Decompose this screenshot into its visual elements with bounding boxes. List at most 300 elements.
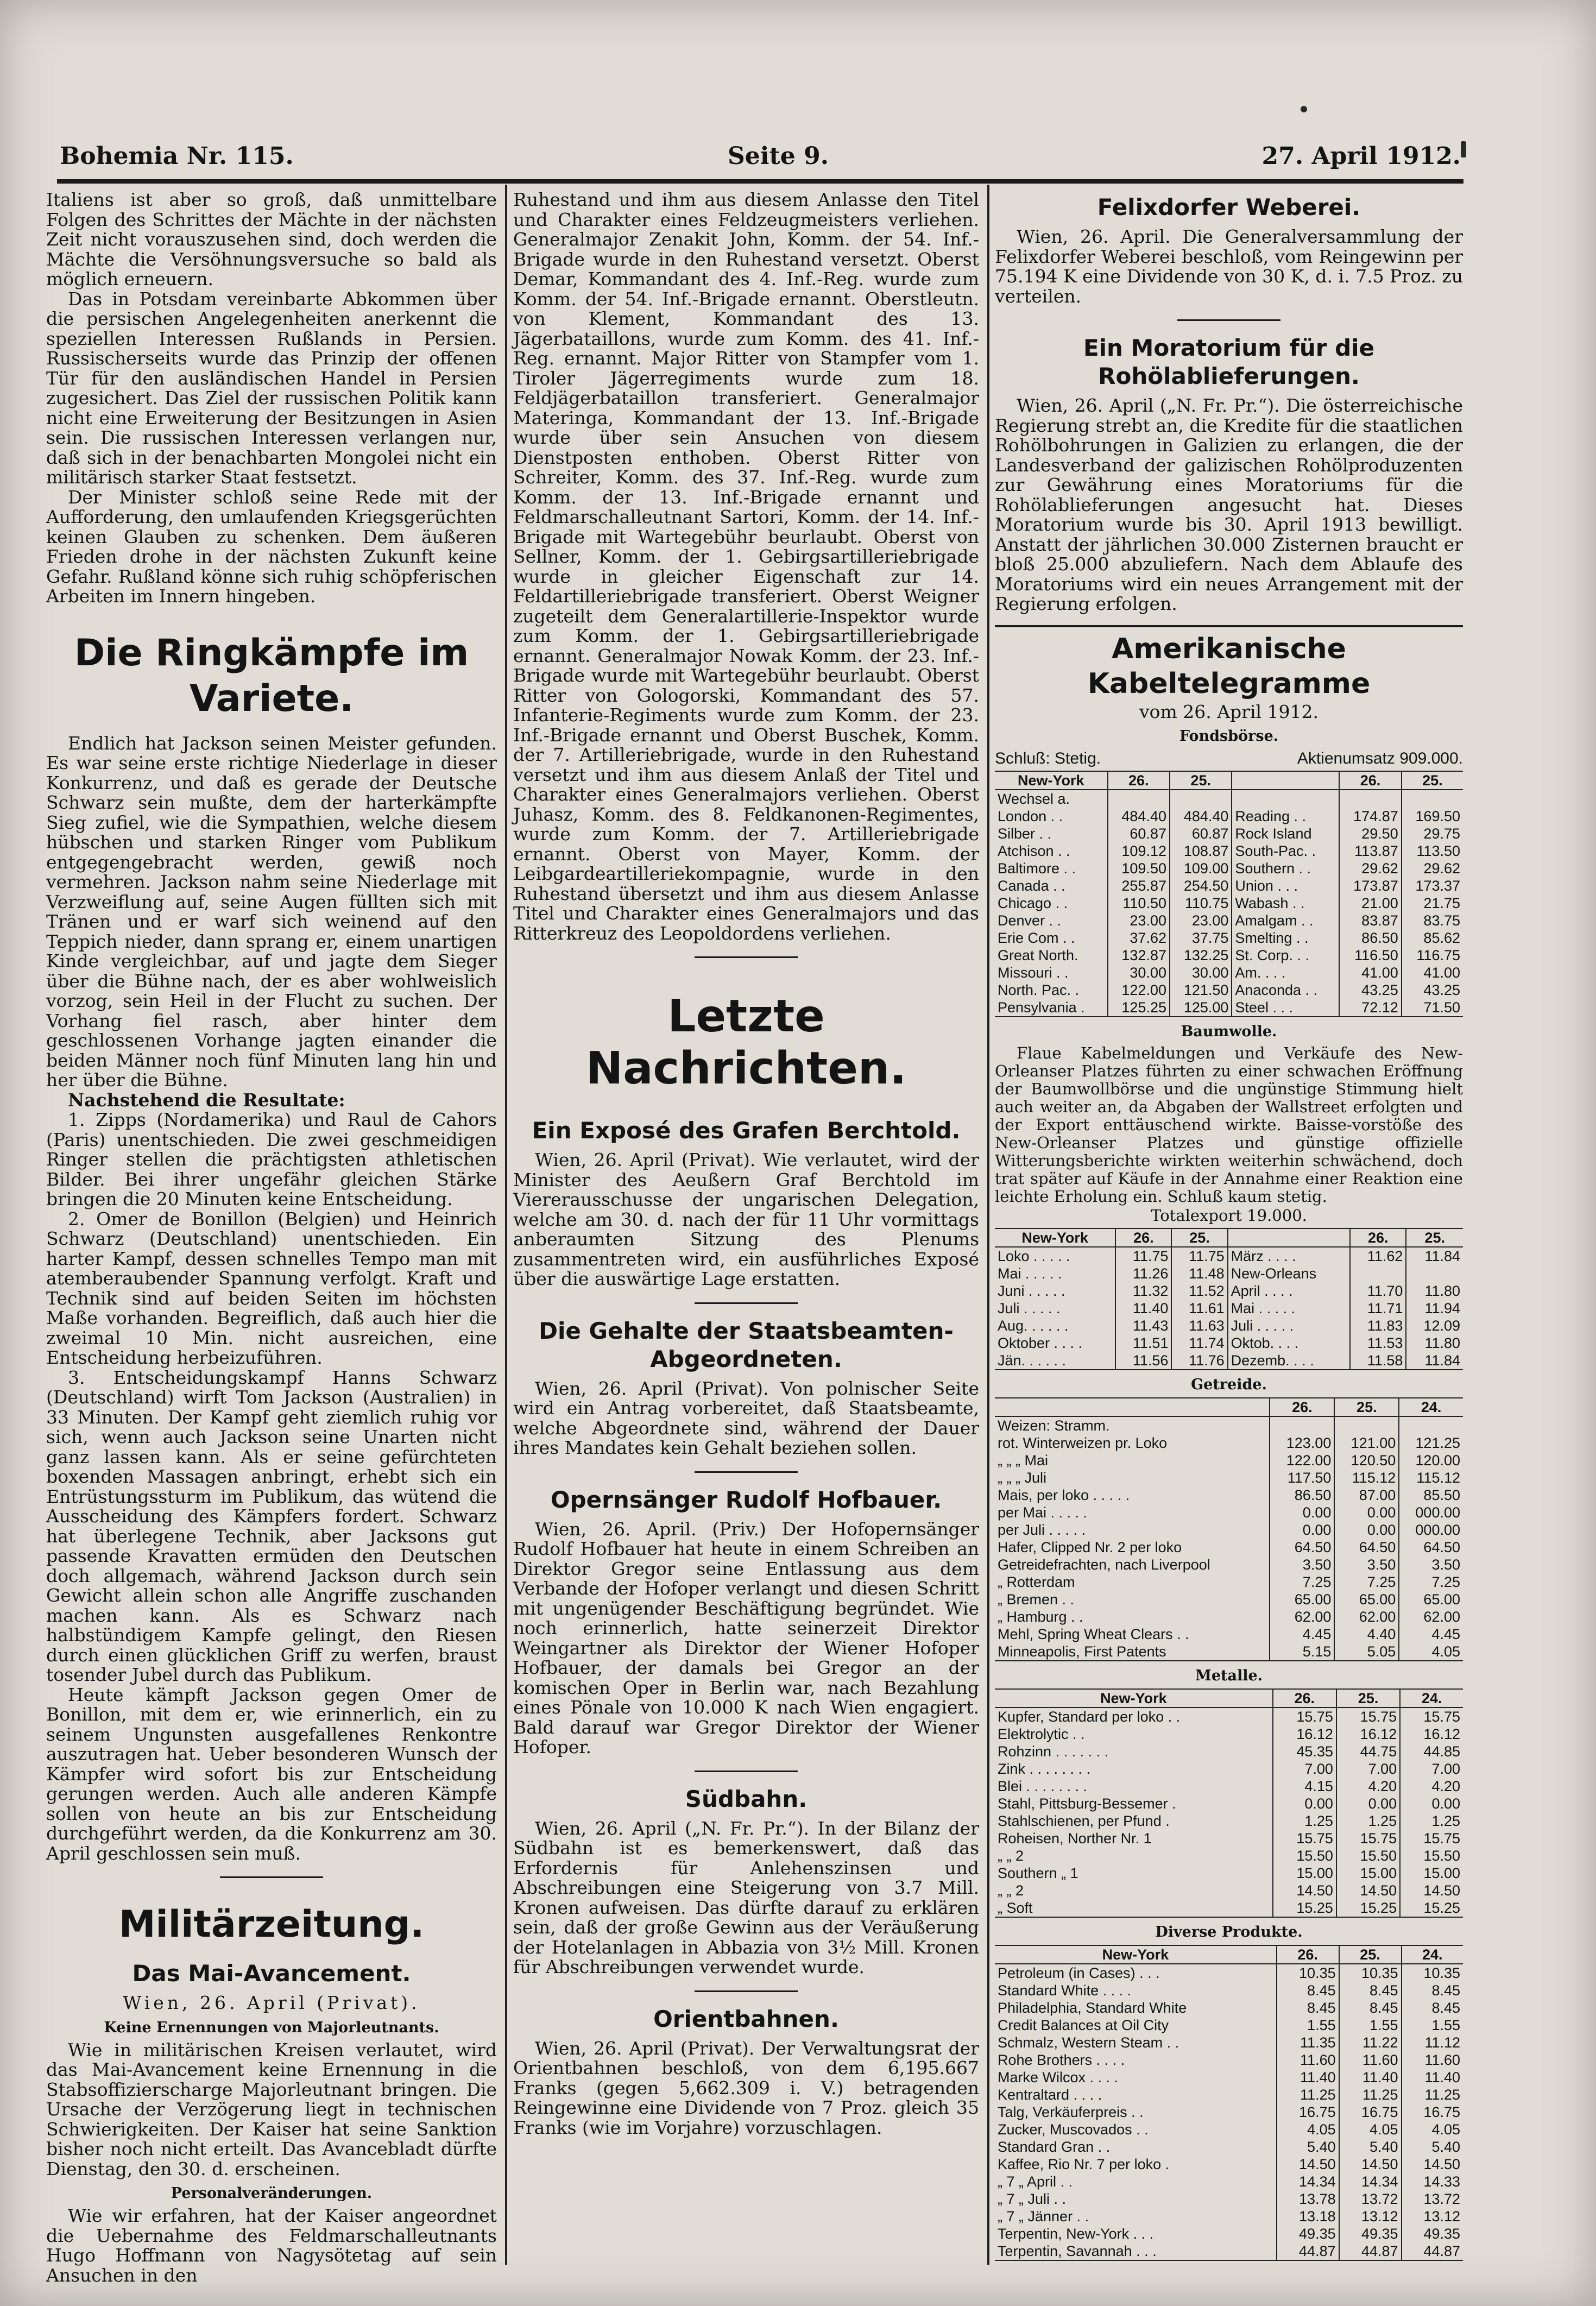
diverse-table (995, 1945, 1463, 2261)
table-cell: Terpentin, New-York . . . (995, 2225, 1277, 2242)
table-cell: 45.35 (1273, 1743, 1336, 1760)
table-header-row (995, 1398, 1463, 1416)
baumwolle-total: Totalexport 19.000. (1151, 1206, 1307, 1225)
table-cell: 255.87 (1108, 877, 1170, 894)
table-cell: Chicago . . (995, 894, 1108, 912)
table-cell: Oktober . . . . (995, 1334, 1115, 1352)
table-cell: 13.72 (1423, 2190, 1460, 2207)
table-cell: 10.35 (1339, 1964, 1402, 1982)
table-cell: 11.71 (1350, 1300, 1406, 1317)
table-cell: 11.51 (1115, 1334, 1171, 1352)
separator-rule (220, 1876, 323, 1878)
table-cell: 110.50 (1108, 894, 1170, 912)
table-cell: 11.40 (1115, 1300, 1171, 1317)
table-header-cell: New-York (995, 1689, 1273, 1708)
table-cell: Loko . . . . . (995, 1247, 1115, 1265)
gehalte-heading: Die Gehalte der Staatsbeamten-Abgeordneten. (539, 1317, 954, 1372)
table-cell: Rohzinn . . . . . . . (995, 1743, 1273, 1760)
table-cell: 122.00 (1108, 981, 1170, 999)
table-cell: Amalgam . . (1232, 912, 1339, 929)
table-cell: 11.83 (1350, 1317, 1406, 1334)
table-cell: 86.50 (1270, 1486, 1334, 1504)
table-row (995, 2156, 1463, 2173)
table-cell: 4.45 (1270, 1625, 1334, 1643)
table-header-cell: 26. (1270, 1398, 1334, 1416)
table-row (995, 1608, 1463, 1625)
baumwolle-heading: Baumwolle. (1181, 1023, 1277, 1040)
table-cell: Stahlschienen, per Pfund . (995, 1812, 1273, 1830)
table-cell: 15.75 (1423, 1830, 1460, 1847)
table-cell: 121.00 (1334, 1434, 1399, 1452)
table-cell: „ Soft (995, 1899, 1273, 1917)
table-cell: 65.00 (1270, 1591, 1334, 1608)
table-cell: 11.12 (1424, 2034, 1460, 2051)
table-cell: per Mai . . . . . (995, 1504, 1270, 1521)
table-cell: 15.00 (1423, 1864, 1460, 1881)
baumwolle-table (995, 1228, 1463, 1370)
table-cell: 15.00 (1336, 1864, 1400, 1882)
berchtold-heading: Ein Exposé des Grafen Berchtold. (532, 1117, 961, 1144)
table-cell: 16.12 (1423, 1725, 1460, 1742)
moratorium-heading: Ein Moratorium für die Rohölablieferungen. (1083, 335, 1375, 389)
table-cell: 13.18 (1277, 2208, 1339, 2225)
table-row (995, 1334, 1463, 1352)
table-row (995, 912, 1463, 929)
table-cell: 11.26 (1115, 1265, 1171, 1282)
table-cell: Rock Island (1232, 825, 1339, 842)
table-cell: 14.50 (1336, 1882, 1400, 1899)
table-row (995, 1317, 1463, 1334)
table-cell: „ 7 „ April . . (995, 2173, 1277, 2190)
separator-rule (695, 1302, 798, 1304)
table-cell: Juni . . . . . (995, 1282, 1115, 1300)
table-header-cell: 26. (1277, 1945, 1339, 1964)
table-cell: rot. Winterweizen pr. Loko (995, 1434, 1270, 1452)
table-cell: Baltimore . . (995, 860, 1108, 877)
table-cell: 11.74 (1171, 1334, 1227, 1352)
table-cell: Great North. (995, 947, 1108, 964)
table-row (995, 1591, 1463, 1608)
table-header-cell: 24. (1402, 1945, 1463, 1964)
table-cell: 16.12 (1273, 1725, 1336, 1743)
table-cell: 484.40 (1170, 808, 1232, 825)
table-cell: 37.75 (1170, 929, 1232, 947)
table-cell: 60.87 (1108, 825, 1170, 842)
table-cell (1334, 1416, 1399, 1434)
table-cell: Rohe Brothers . . . . (995, 2051, 1277, 2069)
table-row (995, 2208, 1463, 2225)
table-cell: Pensylvania . (995, 999, 1108, 1017)
column-2 (513, 190, 979, 2270)
table-cell: 0.00 (1334, 1521, 1399, 1539)
table-cell: Kaffee, Rio Nr. 7 per loko . (995, 2156, 1277, 2173)
table-row (995, 964, 1463, 981)
table-cell: 21.75 (1423, 895, 1460, 911)
separator-rule (695, 1771, 798, 1772)
table-cell: 16.12 (1336, 1725, 1400, 1743)
ink-speck (1301, 106, 1307, 112)
table-cell: 11.43 (1115, 1317, 1171, 1334)
table-cell: 5.15 (1270, 1643, 1334, 1661)
table-header-cell: 25. (1171, 1228, 1227, 1247)
table-cell: 8.45 (1431, 1999, 1460, 2016)
table-cell: 120.50 (1334, 1452, 1399, 1469)
article-text: Der Minister schloß seine Rede mit der Aufforderung, den umlaufenden Kriegsgerüchten keinen Glauben zu schenken. Dem äußeren Frieden drohe in der nächsten Zukunft keine Gefahr. Rußland könne sich ruhig schöpferischen Arbeiten im Innern hingeben. (46, 486, 497, 607)
table-row (995, 1556, 1463, 1573)
table-cell: 29.50 (1339, 825, 1401, 842)
table-row (995, 860, 1463, 877)
table-cell: 11.60 (1424, 2051, 1460, 2068)
table-row (995, 2242, 1463, 2260)
table-cell: 10.35 (1423, 1964, 1460, 1981)
table-row (995, 2069, 1463, 2086)
table-cell: Smelting . . (1232, 929, 1339, 947)
table-row (995, 1416, 1463, 1434)
table-header-cell: 25. (1336, 1689, 1400, 1708)
table-row (995, 1982, 1463, 1999)
table-cell: New-Orleans (1228, 1265, 1351, 1282)
table-row (995, 2017, 1463, 2034)
table-cell: 49.35 (1277, 2225, 1339, 2242)
table-row (995, 2190, 1463, 2208)
table-cell: März . . . . (1228, 1247, 1351, 1265)
news-heading: Letzte Nachrichten. (585, 991, 907, 1094)
table-cell: 14.50 (1423, 1882, 1460, 1899)
table-cell: 21.00 (1339, 894, 1401, 912)
table-cell: 44.87 (1277, 2242, 1339, 2260)
table-cell: 8.45 (1431, 1982, 1460, 1999)
table-row (995, 1352, 1463, 1370)
table-cell: 15.75 (1273, 1830, 1336, 1847)
table-cell: 4.45 (1431, 1625, 1460, 1642)
table-cell: 62.00 (1334, 1608, 1399, 1625)
table-row (995, 1504, 1463, 1521)
table-cell: 15.50 (1273, 1847, 1336, 1864)
table-cell: 0.00 (1431, 1795, 1460, 1812)
article-text: 2. Omer de Bonillon (Belgien) und Heinrich Schwarz (Deutschland) unentschieden. Ein harter Kampf, dessen schnelles Tempo man mit atemberaubender Spannung verfolgt. Kraft und Technik sind auf beiden Seiten im höchsten Maße vorhanden. Begreiflich, daß auch hier die zweimal 10 Min. nicht ausreichen, eine Entscheidung herbeizuführen. (46, 1208, 497, 1368)
table-cell: 4.40 (1334, 1625, 1399, 1643)
kabel-heading: Amerikanische Kabeltelegramme (1087, 632, 1371, 700)
table-cell: 11.25 (1424, 2086, 1460, 2103)
table-cell: 87.00 (1334, 1486, 1399, 1504)
table-cell: „ „ 2 (995, 1847, 1273, 1864)
table-cell: 14.50 (1277, 2156, 1339, 2173)
table-cell: Zink . . . . . . . . (995, 1760, 1273, 1778)
table-cell (1339, 790, 1401, 808)
table-cell: Mai . . . . . (995, 1265, 1115, 1282)
table-cell: Southern „ 1 (995, 1864, 1273, 1882)
table-cell: 14.50 (1273, 1882, 1336, 1899)
table-cell: 83.87 (1339, 912, 1401, 929)
table-cell: 14.50 (1339, 2156, 1402, 2173)
table-cell: 0.00 (1273, 1795, 1336, 1812)
table-cell: 41.00 (1423, 965, 1460, 981)
table-header-cell: New-York (995, 771, 1108, 790)
table-cell: 000.00 (1415, 1504, 1460, 1521)
table-cell: 15.50 (1336, 1847, 1400, 1864)
table-cell: 4.05 (1431, 2121, 1460, 2138)
table-cell: 65.00 (1423, 1591, 1460, 1608)
header-page-number: Seite 9. (728, 142, 829, 170)
table-cell: 3.50 (1270, 1556, 1334, 1573)
table-row (995, 1847, 1463, 1864)
table-cell: 29.75 (1423, 826, 1460, 842)
table-header-cell: 26. (1339, 771, 1401, 790)
table-cell: 30.00 (1108, 964, 1170, 981)
mai-heading: Das Mai-Avancement. (132, 1960, 411, 1987)
table-cell: 44.75 (1336, 1743, 1400, 1760)
table-cell: 115.12 (1416, 1469, 1460, 1486)
table-cell: Wabash . . (1232, 894, 1339, 912)
military-heading: Militärzeitung. (118, 1903, 425, 1946)
table-header-row (995, 771, 1463, 790)
table-cell: Terpentin, Savannah . . . (995, 2242, 1277, 2260)
metalle-table (995, 1688, 1463, 1918)
page-header (60, 142, 1461, 175)
table-cell: 15.25 (1423, 1899, 1460, 1916)
table-cell: 14.33 (1423, 2173, 1460, 2190)
table-cell: 12.09 (1423, 1317, 1460, 1334)
table-cell: Minneapolis, First Patents (995, 1643, 1270, 1661)
table-cell: 000.00 (1415, 1521, 1460, 1538)
table-cell: 11.32 (1115, 1282, 1171, 1300)
table-cell: Wechsel a. (995, 790, 1108, 808)
table-row (995, 1247, 1463, 1265)
table-cell: Philadelphia, Standard White (995, 1999, 1277, 2017)
table-row (995, 2138, 1463, 2156)
table-cell: 4.05 (1339, 2121, 1402, 2138)
table-cell: 11.56 (1115, 1352, 1171, 1370)
table-cell: 7.00 (1273, 1760, 1336, 1778)
article-text: Das in Potsdam vereinbarte Abkommen über die persischen Angelegenheiten anerkennt die speziellen Interessen Rußlands in Persien. Russischerseits wurde das Prinzip der offenen Tür für den ausländischen Handel in Persien zugesichert. Das Ziel der russischen Politik kann nicht eine Erweiterung der Besitzungen in Asien sein. Die russischen Interessen verlangen nur, daß sich in der benachbarten Mongolei nicht ein militärisch starker Staat festsetzt. (46, 288, 497, 488)
table-cell: 44.87 (1339, 2242, 1402, 2260)
table-cell: Hafer, Clipped Nr. 2 per loko (995, 1539, 1270, 1556)
table-cell: 0.00 (1270, 1521, 1334, 1539)
table-header-cell (1228, 1228, 1351, 1247)
table-cell: 3.50 (1431, 1556, 1460, 1573)
table-cell: 169.50 (1415, 808, 1460, 824)
table-cell: 116.50 (1339, 947, 1401, 964)
ring-heading: Die Ringkämpfe im Variete. (74, 631, 469, 720)
article-text: Heute kämpft Jackson gegen Omer de Bonillon, mit dem er, wie erinnerlich, ein zu seinem Ungunsten ausgefallenes Renkontre auszutragen hat. Ueber besonderen Wunsch der Kämpfer wird sofort bis zur Entscheidung gerungen werden. Auch alle anderen Kämpfe sollen von heute an bis zur Entscheidung durchgeführt werden, da die Konkurrenz am 30. April geschlossen sein muß. (46, 1684, 497, 1864)
table-cell: Juli . . . . . (995, 1300, 1115, 1317)
table-cell: Steel . . . (1232, 999, 1339, 1017)
table-cell: Juli . . . . . (1228, 1317, 1351, 1334)
table-cell: 174.87 (1339, 808, 1401, 825)
table-row (995, 1708, 1463, 1725)
table-cell: 7.00 (1336, 1760, 1400, 1778)
table-cell: 43.25 (1423, 982, 1460, 998)
table-header-cell: 25. (1334, 1398, 1399, 1416)
article-text: Wien, 26. April („N. Fr. Pr.“). In der Bilanz der Südbahn ist es bemerkenswert, daß das Erfordernis für Anlehenszinsen und Abschreibungen eine Steigerung von 3.7 Mill. Kronen aufweisen. Das dürfte darauf zu erklären sein, daß der große Gewinn aus der Veräußerung der Hotelanlagen in Abbazia von 3½ Mill. Kronen für Abschreibungen verwendet wurde. (513, 1817, 979, 1977)
table-cell: 11.75 (1171, 1247, 1227, 1265)
table-cell: Talg, Verkäuferpreis . . (995, 2103, 1277, 2121)
separator-rule (1177, 319, 1280, 321)
table-header-cell: 26. (1115, 1228, 1171, 1247)
table-cell: 16.75 (1339, 2103, 1402, 2121)
table-header-cell (995, 1398, 1270, 1416)
table-cell: 11.52 (1171, 1282, 1227, 1300)
separator-rule (695, 1471, 798, 1473)
table-row (995, 2103, 1463, 2121)
table-cell: 11.84 (1424, 1247, 1460, 1264)
getreide-table (995, 1397, 1463, 1661)
table-row (995, 1643, 1463, 1661)
table-cell: Mai . . . . . (1228, 1300, 1351, 1317)
table-cell: 3.50 (1334, 1556, 1399, 1573)
table-header-cell: New-York (995, 1945, 1277, 1964)
article-text: Endlich hat Jackson seinen Meister gefunden. Es war seine erste richtige Niederlage in dieser Konkurrenz, und daß es gerade der Deutsche Schwarz sein mußte, dem der harterkämpfte Sieg zufiel, wie die Sympathien, welche diesem hübschen und starken Ringer vom Publikum entgegengebracht werden, gewiß noch vermehren. Jackson nahm seine Niederlage mit Verzweiflung auf, seine Augen füllten sich mit Tränen und er warf sich weinend auf den Teppich nieder, dann sprang er, einem unartigen Kinde vergleichbar, auf und jagte dem Sieger über die Bühne nach, der es aber wohlweislich vorzog, sein Heil in der Flucht zu suchen. Der Vorhang fiel rasch, aber hinter dem geschlossenen Vorhange jagten einander die beiden Männer noch fünf Minuten lang hin und her über die Bühne. (46, 732, 497, 1091)
table-cell: 16.75 (1423, 2103, 1460, 2120)
table-cell: 109.12 (1108, 842, 1170, 860)
table-row (995, 1725, 1463, 1743)
table-row (995, 1999, 1463, 2017)
table-cell: 43.25 (1339, 981, 1401, 999)
table-cell: 109.00 (1170, 860, 1232, 877)
table-header-cell: New-York (995, 1228, 1115, 1247)
table-cell: 7.25 (1270, 1573, 1334, 1591)
table-cell: Canada . . (995, 877, 1108, 894)
table-cell: 15.75 (1273, 1708, 1336, 1725)
table-cell: 123.00 (1270, 1434, 1334, 1452)
table-cell: 85.62 (1423, 930, 1460, 946)
table-cell (1270, 1416, 1334, 1434)
table-cell: 5.40 (1339, 2138, 1402, 2156)
table-cell: 15.75 (1336, 1708, 1400, 1725)
table-cell: 4.20 (1431, 1778, 1460, 1794)
table-cell: Anaconda . . (1232, 981, 1339, 999)
table-cell: 44.85 (1423, 1743, 1460, 1760)
table-row (995, 929, 1463, 947)
table-cell: 1.55 (1339, 2017, 1402, 2034)
table-cell: Blei . . . . . . . . (995, 1778, 1273, 1795)
header-date: 27. April 1912. (1261, 142, 1461, 170)
table-cell: 62.00 (1270, 1608, 1334, 1625)
table-cell: 484.40 (1108, 808, 1170, 825)
table-cell: per Juli . . . . . (995, 1521, 1270, 1539)
table-cell: 11.60 (1339, 2051, 1402, 2069)
article-text: 3. Entscheidungskampf Hanns Schwarz (Deutschland) wirft Tom Jackson (Australien) in 33 Minuten. Der Kampf geht ziemlich ruhig vor sich, wenn auch Jackson seine Unarten nicht ganz lassen kann. Als er seine gefürchteten boxenden Massagen anbringt, erhebt sich ein Entrüstungssturm im Publikum, das wütend die Ausscheidung des Kämpfers fordert. Schwarz hat überlegene Technik, aber Jacksons gut passende Kravatten ermüden den Deutschen doch allgemach, während Jackson durch sein Gewicht allein schon alle Angriffe zuschanden machen kann. Als es Schwarz nach halbstündigem Kampfe gelingt, den Riesen durch einen glücklichen Griff zu werfen, braust tosender Jubel durch das Publikum. (46, 1366, 497, 1685)
table-cell: 5.40 (1431, 2138, 1460, 2155)
table-cell: 14.34 (1339, 2173, 1402, 2190)
table-cell: 125.00 (1170, 999, 1232, 1017)
table-cell: 116.75 (1416, 947, 1460, 963)
table-cell: Union . . . (1232, 877, 1339, 894)
article-text: Wien, 26. April (Privat). Von polnischer Seite wird ein Antrag vorbereitet, daß Staatsbeamte, welche Abgeordnete sind, während der Dauer ihres Mandates kein Gehalt beziehen sollen. (513, 1377, 979, 1458)
table-cell: Dezemb. . . . (1228, 1352, 1351, 1370)
fonds-status: Schluß: Stetig. (995, 749, 1101, 767)
table-cell: 65.00 (1334, 1591, 1399, 1608)
table-cell: Mehl, Spring Wheat Clears . . (995, 1625, 1270, 1643)
table-cell: Mais, per loko . . . . . (995, 1486, 1270, 1504)
table-cell: 7.00 (1431, 1760, 1460, 1777)
table-cell: 15.75 (1336, 1830, 1400, 1847)
article-text: 1. Zipps (Nordamerika) und Raul de Cahors (Paris) unentschieden. Die zwei geschmeidigen Ringer stellen die prächtigsten athletischen Bilder. Bei ihrer ungefähr gleichen Stärke bringen die 20 Minuten keine Entscheidung. (46, 1109, 497, 1209)
table-row (995, 1812, 1463, 1830)
article-text: Italiens ist aber so groß, daß unmittelbare Folgen des Schrittes der Mächte in der nächsten Zeit nicht vorauszusehen sind, doch werden die Mächte die Versöhnungsversuche so bald als möglich erneuern. (46, 189, 497, 289)
table-cell: St. Corp. . . (1232, 947, 1339, 964)
table-cell: 13.12 (1339, 2208, 1402, 2225)
felix-heading: Felixdorfer Weberei. (1097, 194, 1361, 220)
table-cell: 8.45 (1339, 1982, 1402, 1999)
table-cell: 10.35 (1277, 1964, 1339, 1982)
table-row (995, 2086, 1463, 2103)
table-cell: „ Bremen . . (995, 1591, 1270, 1608)
column-3 (995, 190, 1463, 2270)
table-cell: 13.78 (1277, 2190, 1339, 2208)
table-cell: Denver . . (995, 912, 1108, 929)
fonds-meta (995, 749, 1463, 768)
table-row (995, 2121, 1463, 2138)
table-cell: 108.87 (1170, 842, 1232, 860)
table-cell: 11.70 (1350, 1282, 1406, 1300)
table-cell: Am. . . . (1232, 964, 1339, 981)
article-text: Wien, 26. April („N. Fr. Pr.“). Die österreichische Regierung strebt an, die Kredite für die staatlichen Rohölbohrungen in Galizien zu erlangen, die der Landesverband der galizischen Rohölproduzenten zur Gewährung eines Moratoriums für die Rohölablieferungen angesucht hat. Dieses Moratorium wurde bis 30. April 1913 bewilligt. Anstatt der jährlichen 30.000 Zisternen braucht er bloß 25.000 abzuliefern. Nach dem Ablaufe des Moratoriums wird ein neues Arrangement mit der Regierung erfolgen. (995, 395, 1463, 614)
table-row (995, 1830, 1463, 1847)
table-cell: Petroleum (in Cases) . . . (995, 1964, 1277, 1982)
table-cell: „ Rotterdam (995, 1573, 1270, 1591)
table-cell: 11.35 (1277, 2034, 1339, 2051)
table-cell: 1.25 (1336, 1812, 1400, 1830)
table-cell: 5.05 (1334, 1643, 1399, 1661)
table-row (995, 1864, 1463, 1882)
table-cell: 11.40 (1277, 2069, 1339, 2086)
table-cell: 64.50 (1270, 1539, 1334, 1556)
table-cell: 113.87 (1339, 842, 1401, 860)
table-cell: 8.45 (1277, 1982, 1339, 1999)
table-cell: Marke Wilcox . . . . (995, 2069, 1277, 2086)
table-cell: 49.35 (1339, 2225, 1402, 2242)
table-cell: Southern . . (1232, 860, 1339, 877)
table-row (995, 1882, 1463, 1899)
diverse-heading: Diverse Produkte. (1155, 1923, 1303, 1940)
table-cell: 11.63 (1171, 1317, 1227, 1334)
table-cell: 64.50 (1334, 1539, 1399, 1556)
table-cell: Getreidefrachten, nach Liverpool (995, 1556, 1270, 1573)
table-row (995, 2051, 1463, 2069)
header-rule (57, 179, 1463, 184)
table-cell: 115.12 (1334, 1469, 1399, 1486)
table-cell: Oktob. . . . (1228, 1334, 1351, 1352)
table-cell: 121.25 (1415, 1434, 1460, 1451)
table-cell: Aug. . . . . . (995, 1317, 1115, 1334)
table-row (995, 842, 1463, 860)
table-cell: Reading . . (1232, 808, 1339, 825)
table-cell (1232, 790, 1339, 808)
article-text: Nachstehend die Resultate: (68, 1089, 345, 1111)
table-row (995, 2225, 1463, 2242)
table-cell: 60.87 (1170, 825, 1232, 842)
kabel-date: vom 26. April 1912. (1139, 701, 1319, 722)
table-cell: 11.53 (1350, 1334, 1406, 1352)
table-row (995, 1778, 1463, 1795)
table-row (995, 1521, 1463, 1539)
table-cell: 4.15 (1273, 1778, 1336, 1795)
table-cell: North. Pac. . (995, 981, 1108, 999)
table-cell: 15.00 (1273, 1864, 1336, 1882)
table-cell: „ „ „ Mai (995, 1452, 1270, 1469)
table-cell: 11.94 (1424, 1300, 1460, 1316)
table-cell: 11.25 (1277, 2086, 1339, 2103)
table-cell: 110.75 (1170, 894, 1232, 912)
table-cell: Standard White . . . . (995, 1982, 1277, 1999)
table-header-cell: 25. (1339, 1945, 1402, 1964)
table-cell: South-Pac. . (1232, 842, 1339, 860)
table-cell: 1.25 (1431, 1812, 1460, 1829)
table-cell: 85.50 (1423, 1486, 1460, 1503)
table-cell: Jän. . . . . . (995, 1352, 1115, 1370)
orient-heading: Orientbahnen. (653, 2005, 839, 2032)
